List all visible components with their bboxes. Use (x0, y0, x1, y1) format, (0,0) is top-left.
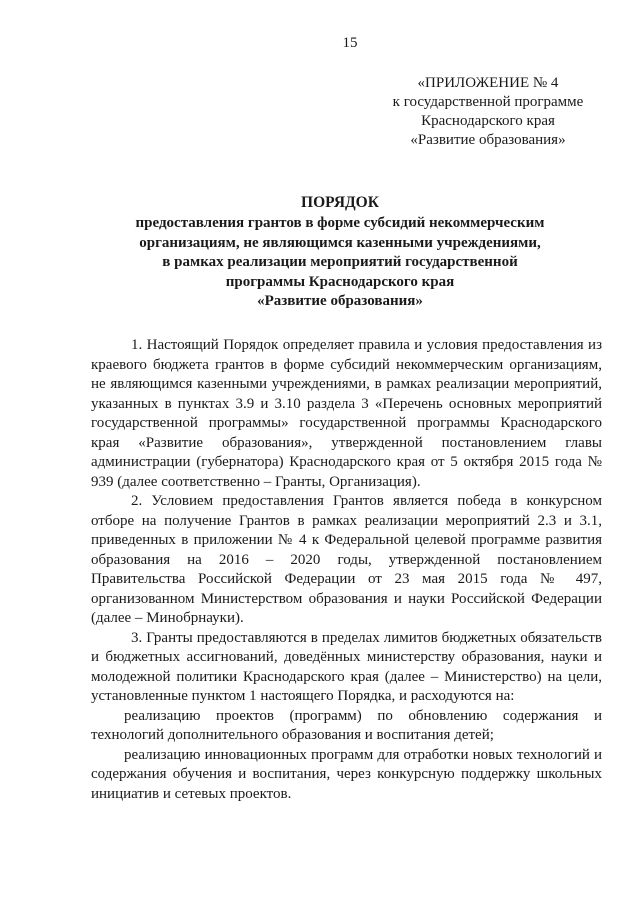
document-title: ПОРЯДОК (301, 194, 379, 211)
paragraph-list-item-1: реализацию проектов (программ) по обновлению содержания и технологий дополнительного образования и воспитания детей; (91, 707, 602, 743)
appendix-line: «Развитие образования» (410, 132, 566, 148)
appendix-line: «ПРИЛОЖЕНИЕ № 4 (417, 75, 559, 91)
appendix-header (363, 74, 613, 150)
page-number: 15 (342, 35, 358, 51)
title-line: организациям, не являющимся казенными учреждениями, (139, 234, 541, 251)
title-line: предоставления грантов в форме субсидий некоммерческим (135, 215, 545, 232)
paragraph-list-item-2: реализацию инновационных программ для отработки новых технологий и содержания обучения и воспитания, через конкурсную поддержку школьных инициатив и сетевых проектов. (91, 746, 602, 802)
document-body (91, 336, 602, 804)
paragraph-2: 2. Условием предоставления Грантов является победа в конкурсном отборе на получение Грантов в рамках реализации мероприятий 2.3 и 3.1, приведенных в приложении № 4 к Федеральной целевой программе развития образования на 2016 – 2020 годы, утвержденной постановлением Правительства Российской Федерации от 23 мая 2015 года № 497, организованном Министерством образования и науки Российской Федерации (далее – Минобрнауки). (91, 493, 602, 626)
title-line: программы Краснодарского края (225, 273, 455, 290)
document-title-block (120, 193, 560, 311)
title-line: в рамках реализации мероприятий государственной (162, 254, 518, 271)
appendix-line: к государственной программе (392, 94, 584, 110)
paragraph-1: 1. Настоящий Порядок определяет правила и условия предоставления из краевого бюджета грантов в форме субсидий некоммерческим организациям, не являющимся казенными учреждениями, в рамках реализации мероприятий, указанных в пунктах 3.9 и 3.10 раздела 3 «Перечень основных мероприятий государственной программы» государственной программы Краснодарского края «Развитие образования», утвержденной постановлением главы администрации (губернатора) Краснодарского края от 5 октября 2015 года № 939 (далее соответственно – Гранты, Организация). (91, 337, 602, 490)
paragraph-3: 3. Гранты предоставляются в пределах лимитов бюджетных обязательств и бюджетных ассигнований, доведённых министерству образования, науки и молодежной политики Краснодарского края (далее – Министерство) на цели, установленные пунктом 1 настоящего Порядка, и расходуются на: (91, 629, 602, 704)
appendix-line: Краснодарского края (421, 113, 555, 129)
title-line: «Развитие образования» (257, 293, 423, 310)
